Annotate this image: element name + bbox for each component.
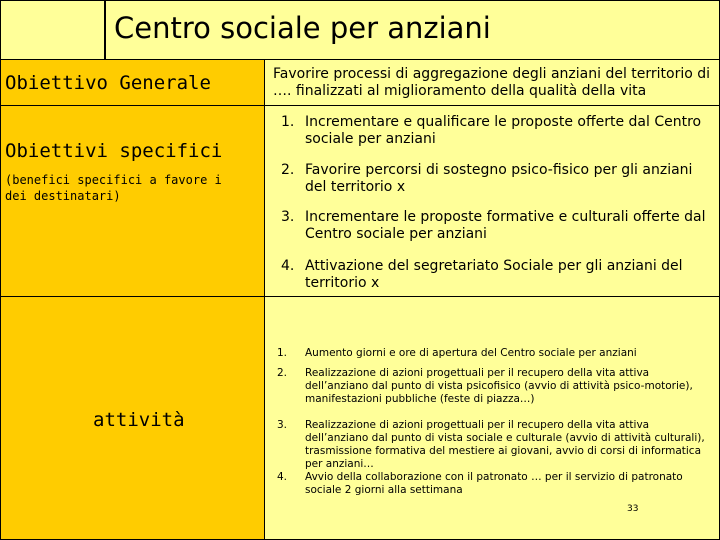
item-number: 4. <box>277 471 288 483</box>
specifici-item <box>281 258 715 292</box>
title-box <box>104 0 720 60</box>
generale-label: Obiettivo Generale <box>5 72 211 94</box>
page-number: 33 <box>627 504 639 514</box>
item-text: Avvio della collaborazione con il patronato … per il servizio di patronato sociale 2 giorni alla settimana <box>305 471 683 496</box>
attivita-item <box>277 419 715 471</box>
attivita-item <box>277 471 715 497</box>
attivita-label-cell <box>0 296 265 540</box>
item-text: Aumento giorni e ore di apertura del Centro sociale per anziani <box>305 347 637 359</box>
item-text: Favorire percorsi di sostegno psico-fisico per gli anziani del territorio x <box>305 162 693 195</box>
item-text: Realizzazione di azioni progettuali per il recupero della vita attiva dell’anziano dal punto di vista psicofisico (avvio di attività psico-motorie), manifestazioni pubbliche (feste di piazza…) <box>305 367 693 405</box>
specifici-item <box>281 209 715 243</box>
generale-label-cell <box>0 59 265 106</box>
page-title: Centro sociale per anziani <box>114 11 491 45</box>
item-number: 1. <box>277 347 288 359</box>
item-number: 2. <box>277 367 288 379</box>
item-text: Incrementare e qualificare le proposte offerte dal Centro sociale per anziani <box>305 114 702 147</box>
specifici-label-cell <box>0 105 265 297</box>
specifici-sublabel: (benefici specifici a favore i dei destinatari) <box>5 173 222 203</box>
title-corner <box>0 0 106 60</box>
specifici-content-cell <box>264 105 720 297</box>
specifici-label: Obiettivi specifici <box>5 140 223 162</box>
item-number: 3. <box>281 209 295 225</box>
attivita-item <box>277 347 715 360</box>
attivita-item <box>277 367 715 406</box>
specifici-item <box>281 162 715 196</box>
item-text: Attivazione del segretariato Sociale per gli anziani del territorio x <box>305 258 683 291</box>
item-text: Incrementare le proposte formative e culturali offerte dal Centro sociale per anziani <box>305 209 706 242</box>
item-text: Realizzazione di azioni progettuali per il recupero della vita attiva dell’anziano dal punto di vista sociale e culturale (avvio di attività culturali), trasmissione formativa del mestiere ai giovani, avvio di corsi di informatica per anziani… <box>305 419 705 470</box>
item-number: 3. <box>277 419 288 431</box>
generale-content-cell <box>264 59 720 106</box>
attivita-label: attività <box>93 409 185 431</box>
generale-text: Favorire processi di aggregazione degli anziani del territorio di …. finalizzati al miglioramento della qualità della vita <box>273 66 711 99</box>
specifici-item <box>281 114 715 148</box>
item-number: 2. <box>281 162 295 178</box>
item-number: 4. <box>281 258 295 274</box>
attivita-content-cell <box>264 296 720 540</box>
item-number: 1. <box>281 114 295 130</box>
